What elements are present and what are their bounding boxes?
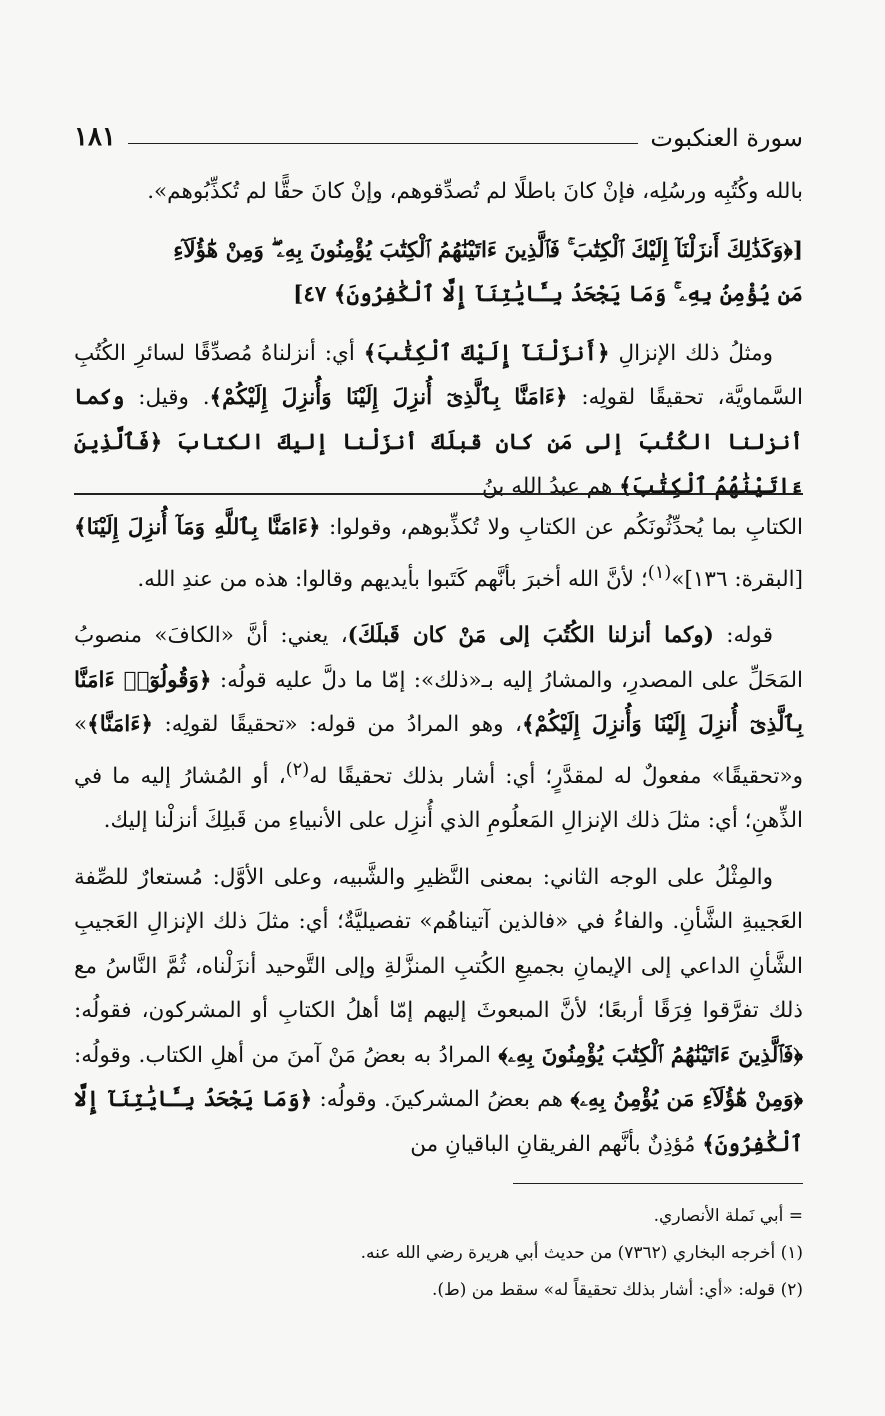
paragraph: [74, 506, 803, 602]
bold-text: وكما أنزلنا الكُتُبَ إلى مَن كان قبلَكَ أنزَلْنا إليكَ الكتابَ: [74, 385, 803, 455]
section-divider: [74, 493, 803, 495]
footnote-divider: [513, 1183, 803, 1184]
bold-text: (وكما أنزلنا الكُتُبَ إلى مَنْ كان قَبلَكَ): [347, 623, 714, 649]
text-run: مُؤذِنٌ بأنَّهم الفريقانِ الباقيانِ من: [410, 1131, 703, 1157]
footnote-2: (٢) قوله: «أي: أشار بذلك تحقيقاً له» سقط من (ط).: [432, 1280, 803, 1300]
page-number: ١٨١: [74, 122, 116, 152]
text-run: والمِثْلُ على الوجه الثاني: بمعنى النَّظيرِ والشَّبيه، وعلى الأوَّل: مُستعارٌ للصِّفة العَجيبةِ الشَّأنِ. والفاءُ في «فالذين آتيناهُم» تفصيليَّةٌ؛ أي: مثلَ ذلك الإنزالِ العَجيبِ الشَّأنِ الداعي إلى الإيمانِ بجميعِ الكُتبِ المنزَّلةِ وإلى التَّوحيد أنزَلْناه، ثُمَّ النَّاسُ مع ذلك تفرَّقوا فِرَقًا أربعًا؛ لأنَّ المبعوثَ إليهم إمّا أهلُ الكتابِ أو المشركون، فقولُه:: [74, 864, 803, 1024]
quran-quote: ﴿فَٱلَّذِينَ ءَاتَيْنَٰهُمُ ٱلْكِتَٰبَ﴾: [74, 429, 803, 499]
quran-quote: ﴿وَمِنْ هَٰٓؤُلَآءِ مَن يُؤْمِنُ بِهِۦ﴾: [570, 1087, 803, 1113]
commentary-section: [74, 506, 803, 1167]
text-run: قوله:: [713, 623, 773, 649]
text-run: الكتابِ بما يُحدِّثُونَكُم عن الكتابِ ولا تُكذِّبوهم، وقولوا:: [320, 515, 803, 540]
text-run: [البقرة: ١٣٦]»: [671, 566, 803, 592]
footnote-1: (١) أخرجه البخاري (٧٣٦٢) من حديث أبي هريرة رضي الله عنه.: [360, 1243, 803, 1263]
text-run: ؛ لأنَّ الله أخبرَ بأنَّهم كَتَبوا بأيديهم وقالوا: هذه من عندِ الله.: [137, 566, 648, 592]
text-run: ، وهو المرادُ من قوله: «تحقيقًا لقولِه:: [153, 712, 522, 738]
quran-quote: ﴿وَمَا يَجْحَدُ بِـَٔايَٰتِنَآ إِلَّا ٱلْكَٰفِرُونَ﴾: [74, 1087, 803, 1157]
text-run: أي: أنزلناهُ مُصدِّقًا لسائرِ الكُتُبِ السَّماويَّة، تحقيقًا لقولِه:: [74, 340, 803, 410]
footnote-ref[interactable]: (١): [647, 561, 672, 583]
quran-quote: ﴿ءَامَنَّا بِٱلَّذِىٓ أُنزِلَ إِلَيْنَا وَأُنزِلَ إِلَيْكُمْ﴾: [209, 385, 568, 410]
verse-line: مَن يُؤْمِنُ بِهِۦ ۚ وَمَا يَجْحَدُ بِـَٔايَٰتِنَآ إِلَّا ٱلْكَٰفِرُونَ﴾ ٤٧]: [293, 282, 803, 307]
paragraph: [74, 332, 803, 510]
footnote-continuation: = أبي نَملة الأنصاري.: [653, 1206, 803, 1226]
footnote-ref[interactable]: (٢): [285, 758, 310, 780]
paragraph: [74, 856, 803, 1168]
verse-line: [﴿وَكَذَٰلِكَ أَنزَلْنَآ إِلَيْكَ ٱلْكِتَٰبَ ۚ فَٱلَّذِينَ ءَاتَيْنَٰهُمُ ٱلْكِتَٰبَ يُؤْمِنُونَ بِهِۦ ۖ وَمِنْ هَٰٓؤُلَآءِ: [173, 237, 803, 263]
quran-quote: ﴿أَنزَلْنَآ إِلَيْكَ ٱلْكِتَٰبَ﴾: [363, 340, 610, 366]
paragraph: بالله وكُتُبِه ورسُلِه، فإنْ كانَ باطلًا لم تُصدِّقوهم، وإنْ كانَ حقًّا لم تُكذِّبُوهم».: [147, 179, 803, 204]
top-section: [74, 170, 803, 510]
text-run: » و«تحقيقًا» مفعولٌ له لمقدَّرٍ؛ أي: أشار بذلك تحقيقًا له: [74, 712, 803, 789]
footnotes: [74, 1198, 803, 1309]
text-run: ، يعني: أنَّ «الكافَ» منصوبُ المَحَلِّ على المصدرِ، والمشارُ إليه بـ«ذلك»: إمّا ما دلَّ عليه قولُه:: [74, 623, 804, 693]
paragraph: [74, 614, 803, 844]
text-run: هم بعضُ المشركينَ. وقولُه:: [312, 1087, 571, 1113]
quran-quote: ﴿وَقُولُوٓا۟ ءَامَنَّا بِٱلَّذِىٓ أُنزِلَ إِلَيْنَا وَأُنزِلَ إِلَيْكُمْ﴾: [74, 667, 803, 738]
text-run: . وقيل:: [124, 385, 210, 410]
page-title: سورة العنكبوت: [650, 124, 803, 152]
text-run: المرادُ به بعضُ مَنْ آمنَ من أهلِ الكتاب. وقولُه:: [74, 1042, 499, 1068]
text-run: هم عبدُ الله بنُ: [482, 474, 620, 499]
quran-quote: ﴿فَٱلَّذِينَ ءَاتَيْنَٰهُمُ ٱلْكِتَٰبَ يُؤْمِنُونَ بِهِۦ﴾: [498, 1042, 803, 1068]
text-run: ، أو المُشارُ إليه ما في الذِّهنِ؛ أي: مثلَ ذلك الإنزالِ المَعلُومِ الذي أُنزِل على الأنبياءِ من قَبلِكَ أنزلْنا إليك.: [74, 763, 803, 834]
quran-quote: ﴿ءَامَنَّا﴾: [87, 712, 153, 738]
quran-quote: ﴿ءَامَنَّا بِٱللَّهِ وَمَآ أُنزِلَ إِلَيْنَا﴾: [74, 515, 321, 540]
page-header: [74, 112, 803, 152]
header-rule: [128, 143, 639, 144]
text-run: ومثلُ ذلك الإنزالِ: [609, 340, 773, 366]
